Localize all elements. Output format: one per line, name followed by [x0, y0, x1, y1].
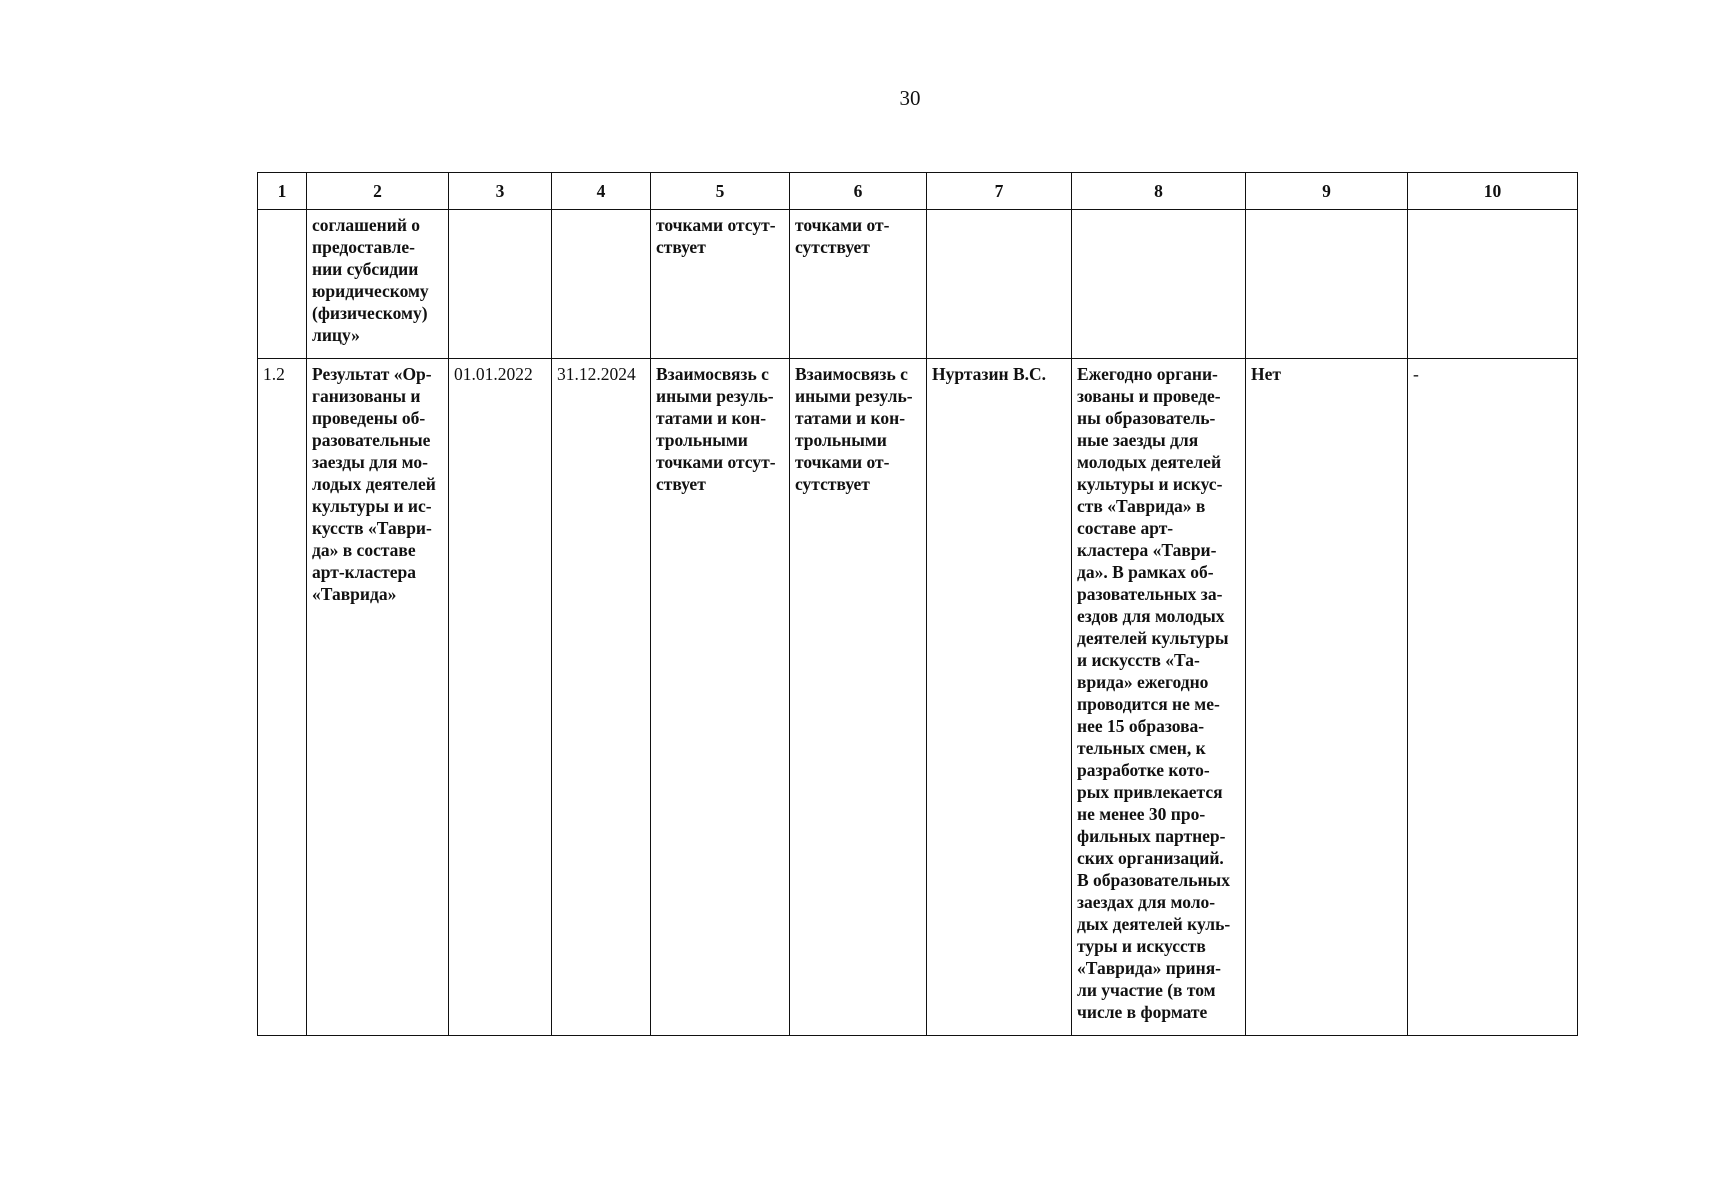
header-col-2: 2: [307, 173, 449, 210]
text-line: да» в составе: [312, 540, 416, 560]
text-line: предоставле-: [312, 237, 415, 257]
header-col-10: 10: [1408, 173, 1578, 210]
text-line: разовательных за-: [1077, 584, 1223, 604]
header-col-9: 9: [1246, 173, 1408, 210]
relation-col-5: [651, 359, 790, 1036]
text-line: точками от-: [795, 215, 890, 235]
text-line: заездах для моло-: [1077, 892, 1216, 912]
text-line: трольными: [656, 430, 748, 450]
text-line: туры и искусств: [1077, 936, 1206, 956]
cont-cell-2: [307, 210, 449, 359]
text-line: ны образователь-: [1077, 408, 1216, 428]
text-line: лодых деятелей: [312, 474, 436, 494]
result-description: [1072, 359, 1246, 1036]
text-line: проводится не ме-: [1077, 694, 1220, 714]
text-line: точками отсут-: [656, 452, 776, 472]
text-line: и искусств «Та-: [1077, 650, 1200, 670]
text-line: Ежегодно органи-: [1077, 364, 1218, 384]
text-line: зованы и проведе-: [1077, 386, 1221, 406]
cont-cell-5: [651, 210, 790, 359]
col-10-value: -: [1408, 359, 1578, 1036]
text-line: проведены об-: [312, 408, 426, 428]
text-line: ских организаций.: [1077, 848, 1224, 868]
text-line: лицу»: [312, 325, 360, 345]
text-line: ездов для молодых: [1077, 606, 1225, 626]
text-line: молодых деятелей: [1077, 452, 1222, 472]
header-row: [258, 173, 1578, 210]
text-line: Результат «Ор-: [312, 364, 432, 384]
relation-col-6: [790, 359, 927, 1036]
text-line: заезды для мо-: [312, 452, 428, 472]
cont-cell-8: [1072, 210, 1246, 359]
text-line: фильных партнер-: [1077, 826, 1226, 846]
text-line: татами и кон-: [795, 408, 906, 428]
text-line: не менее 30 про-: [1077, 804, 1206, 824]
text-line: арт-кластера: [312, 562, 416, 582]
text-line: кластера «Таври-: [1077, 540, 1217, 560]
text-line: (физическому): [312, 303, 428, 323]
cont-cell-9: [1246, 210, 1408, 359]
text-line: числе в формате: [1077, 1002, 1208, 1022]
cont-cell-6: [790, 210, 927, 359]
text-line: татами и кон-: [656, 408, 767, 428]
text-line: трольными: [795, 430, 887, 450]
cont-cell-4: [552, 210, 651, 359]
text-line: разработке кото-: [1077, 760, 1210, 780]
end-date: 31.12.2024: [552, 359, 651, 1036]
text-line: рых привлекается: [1077, 782, 1223, 802]
text-line: разовательные: [312, 430, 431, 450]
text-line: тельных смен, к: [1077, 738, 1206, 758]
col-9-value: Нет: [1246, 359, 1408, 1036]
text-line: культуры и искус-: [1077, 474, 1223, 494]
text-line: «Таврида» приня-: [1077, 958, 1222, 978]
text-line: юридическому: [312, 281, 429, 301]
text-line: иными резуль-: [656, 386, 774, 406]
text-line: ные заезды для: [1077, 430, 1199, 450]
header-col-7: 7: [927, 173, 1072, 210]
row-number: 1.2: [258, 359, 307, 1036]
header-col-6: 6: [790, 173, 927, 210]
text-line: составе арт-: [1077, 518, 1174, 538]
text-line: «Таврида»: [312, 584, 397, 604]
page-number: 30: [899, 86, 921, 110]
text-line: иными резуль-: [795, 386, 913, 406]
text-line: врида» ежегодно: [1077, 672, 1209, 692]
cont-cell-10: [1408, 210, 1578, 359]
header-col-4: 4: [552, 173, 651, 210]
text-line: точками от-: [795, 452, 890, 472]
header-col-8: 8: [1072, 173, 1246, 210]
text-line: нии субсидии: [312, 259, 419, 279]
table-row-1-2: [258, 359, 1578, 1036]
text-line: сутствует: [795, 474, 870, 494]
text-line: сутствует: [795, 237, 870, 257]
text-line: Взаимосвязь с: [795, 364, 908, 384]
text-line: культуры и ис-: [312, 496, 432, 516]
text-line: ствует: [656, 237, 706, 257]
text-line: ствует: [656, 474, 706, 494]
header-col-3: 3: [449, 173, 552, 210]
text-line: нее 15 образова-: [1077, 716, 1205, 736]
text-line: соглашений о: [312, 215, 421, 235]
start-date: 01.01.2022: [449, 359, 552, 1036]
text-line: ганизованы и: [312, 386, 421, 406]
text-line: деятелей культуры: [1077, 628, 1229, 648]
text-line: ли участие (в том: [1077, 980, 1216, 1000]
result-name: [307, 359, 449, 1036]
text-line: дых деятелей куль-: [1077, 914, 1231, 934]
text-line: да». В рамках об-: [1077, 562, 1214, 582]
text-line: кусств «Таври-: [312, 518, 432, 538]
responsible-person: Нуртазин В.С.: [927, 359, 1072, 1036]
header-col-1: 1: [258, 173, 307, 210]
results-table: [257, 172, 1578, 1036]
cont-cell-3: [449, 210, 552, 359]
text-line: точками отсут-: [656, 215, 776, 235]
text-line: ств «Таврида» в: [1077, 496, 1206, 516]
table-row-continuation: [258, 210, 1578, 359]
text-line: В образовательных: [1077, 870, 1230, 890]
text-line: Взаимосвязь с: [656, 364, 769, 384]
cont-cell-7: [927, 210, 1072, 359]
header-col-5: 5: [651, 173, 790, 210]
cont-cell-1: [258, 210, 307, 359]
